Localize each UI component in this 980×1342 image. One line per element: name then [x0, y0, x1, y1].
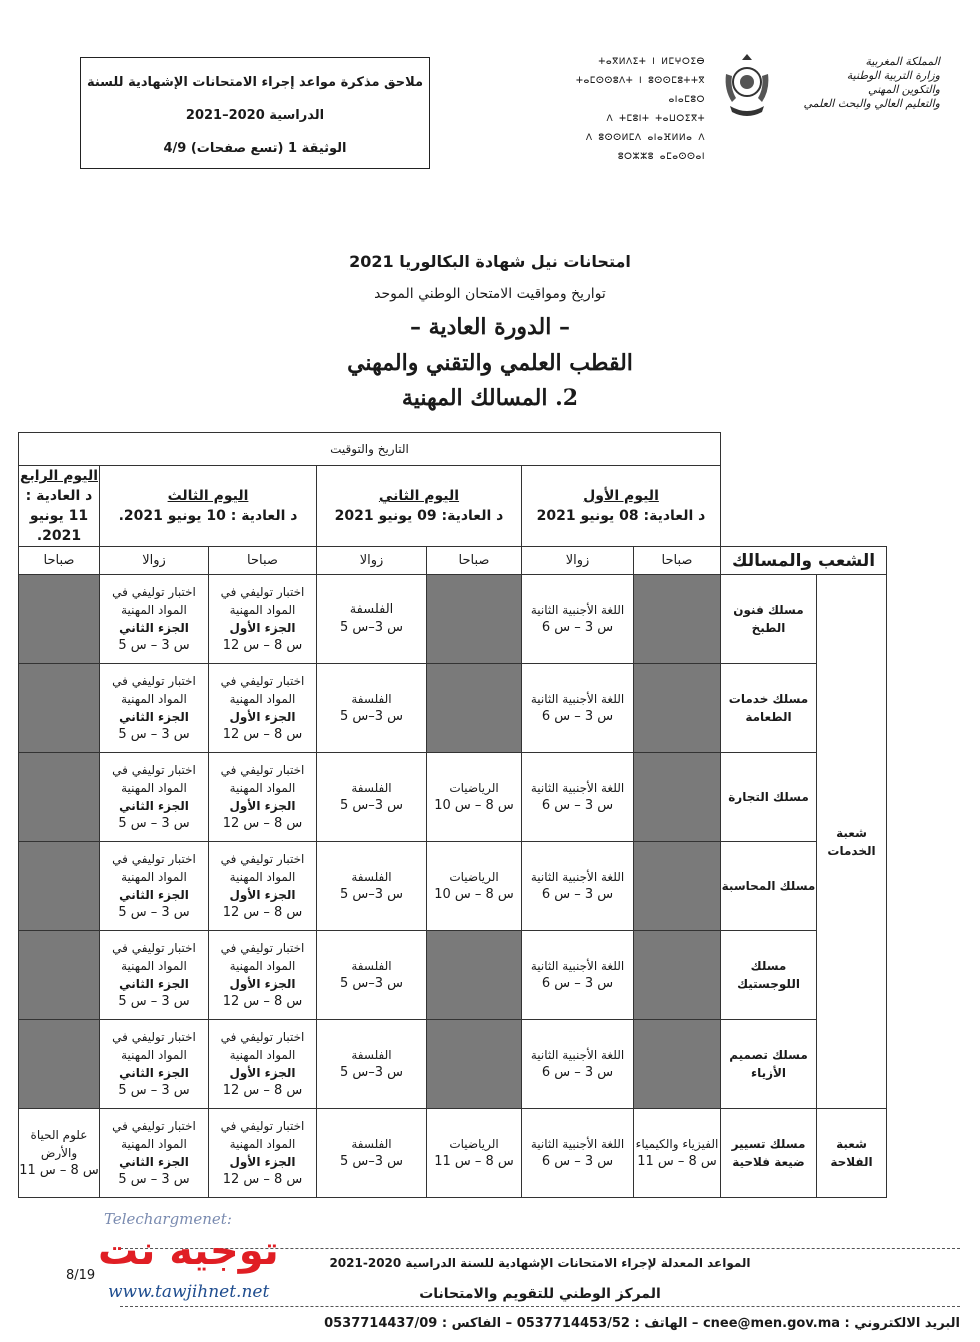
- day2-afternoon: [317, 1020, 427, 1109]
- pole-title: القطب العلمي والتقني والمهني: [347, 350, 633, 376]
- table-row: [19, 842, 887, 931]
- day2-afternoon: [317, 753, 427, 842]
- footer-center-name: المركز الوطني للتقويم والامتحانات: [419, 1286, 661, 1302]
- part: الجزء الأول: [229, 621, 296, 635]
- day3-afternoon: [100, 575, 209, 664]
- subject: اختبار توليفي في المواد المهنية: [112, 763, 196, 795]
- day2-morning: [427, 842, 522, 931]
- hours: س 8 – س 10: [434, 798, 514, 813]
- day3-afternoon: [100, 664, 209, 753]
- day3-morning: [209, 664, 317, 753]
- part: الجزء الأول: [229, 977, 296, 991]
- day3-morning: [209, 1109, 317, 1198]
- subject: الفلسفة: [351, 1048, 392, 1062]
- subject: اختبار توليفي في المواد المهنية: [220, 674, 305, 706]
- part: الجزء الأول: [229, 1155, 296, 1169]
- day2-morning-empty: [427, 664, 522, 753]
- table-row: [19, 1020, 887, 1109]
- table-row: [19, 664, 887, 753]
- ministry-tf-line: ⴷ ⵓⵙⵙⵍⵎⴷ ⴰⵏⴰⴼⵍⵍⴰ ⴷ ⵓⵔⵣⵣⵓ ⴰⵎⴰⵙⵙⴰⵏ: [585, 133, 705, 162]
- subject: الرياضيات: [449, 781, 499, 795]
- day1-afternoon: [522, 1109, 634, 1198]
- hours: س 3 – س 6: [541, 709, 614, 724]
- table-row: [19, 575, 887, 664]
- hours: س 3–س 5: [339, 709, 404, 724]
- day1-morning-empty: [634, 842, 721, 931]
- ministry-tifinagh: [555, 53, 705, 167]
- hours: س 3 – س 6: [541, 1065, 614, 1080]
- subject: الرياضيات: [449, 1137, 499, 1151]
- branch-services: شعبة الخدمات: [817, 575, 887, 1109]
- day1-afternoon: [522, 842, 634, 931]
- day-3-date: د العادية : 10 يونيو 2021.: [118, 508, 298, 524]
- session-title: – الدورة العادية –: [410, 314, 570, 340]
- hours: س 8 – س 11: [434, 1154, 514, 1169]
- day2-morning-empty: [427, 575, 522, 664]
- day2-morning: [427, 753, 522, 842]
- track-name: مسلك تسيير ضيعة فلاحية: [721, 1109, 817, 1198]
- hours: س 8 – س 12: [222, 816, 303, 831]
- annex-line-1: ملاحق مذكرة مواعد إجراء الامتحانات الإشهادية للسنة: [86, 75, 424, 90]
- exam-schedule-table: [18, 432, 887, 1198]
- session-morning: صباحا: [634, 547, 721, 575]
- hours: س 3 – س 6: [541, 798, 614, 813]
- subject: اختبار توليفي في المواد المهنية: [220, 941, 305, 973]
- table-row: [19, 1109, 887, 1198]
- subject: اختبار توليفي في المواد المهنية: [112, 585, 196, 617]
- ministry-ar-line: والتعليم العالي والبحث العلمي: [803, 97, 940, 110]
- subject: اختبار توليفي في المواد المهنية: [112, 941, 196, 973]
- track-name: مسلك التجارة: [721, 753, 817, 842]
- hours: س 3–س 5: [339, 887, 404, 902]
- day2-morning: [427, 1109, 522, 1198]
- day-3-header: [100, 466, 317, 547]
- day3-morning: [209, 753, 317, 842]
- day3-afternoon: [100, 753, 209, 842]
- section-title: 2. المسالك المهنية: [401, 385, 579, 411]
- part: الجزء الثاني: [119, 888, 189, 902]
- hours: س 8 – س 12: [222, 994, 303, 1009]
- subject: اختبار توليفي في المواد المهنية: [220, 1119, 305, 1151]
- subject: اختبار توليفي في المواد المهنية: [220, 1030, 305, 1062]
- ministry-tf-line: ⵜⴰⵎⵙⵙⵓⴷⵜ ⵏ ⵓⵙⵙⵎⵓⵜⵜⴳ ⴰⵏⴰⵎⵓⵔ: [576, 76, 705, 105]
- day1-afternoon: [522, 753, 634, 842]
- hours: س 3 – س 6: [541, 620, 614, 635]
- subject: اللغة الأجنبية الثانية: [530, 1137, 625, 1151]
- hours: س 3 – س 5: [118, 905, 190, 920]
- subject: الفلسفة: [351, 781, 392, 795]
- hours: س 8 – س 12: [222, 638, 303, 653]
- empty-header: [721, 466, 887, 547]
- subject: علوم الحياة والأرض: [30, 1128, 88, 1160]
- day1-morning-empty: [634, 664, 721, 753]
- day2-afternoon: [317, 842, 427, 931]
- hours: س 3–س 5: [339, 1065, 404, 1080]
- footer-note: المواعد المعدلة لإجراء الامتحانات الإشهادية للسنة الدراسية 2020-2021: [329, 1256, 751, 1270]
- track-name: مسلك اللوجستيك: [721, 931, 817, 1020]
- hours: س 3–س 5: [339, 1154, 404, 1169]
- empty-header: [721, 433, 887, 466]
- subject: اللغة الأجنبية الثانية: [530, 692, 625, 706]
- page-number: 8/19: [66, 1268, 96, 1283]
- subject: الفيزياء والكيمياء: [635, 1137, 719, 1151]
- hours: س 3 – س 5: [118, 638, 190, 653]
- branch-agri: شعبة الفلاحة: [817, 1109, 887, 1198]
- day-2-header: [317, 466, 522, 547]
- session-afternoon: زوالا: [522, 547, 634, 575]
- hours: س 8 – س 11: [19, 1163, 99, 1178]
- day3-morning: [209, 575, 317, 664]
- subject: الفلسفة: [351, 1137, 392, 1151]
- day-2-date: د العادية: 09 يونيو 2021: [334, 508, 504, 524]
- session-morning: صباحا: [209, 547, 317, 575]
- subject: اللغة الأجنبية الثانية: [530, 959, 625, 973]
- hours: س 8 – س 12: [222, 727, 303, 742]
- subject: اختبار توليفي في المواد المهنية: [220, 852, 305, 884]
- table-row: [19, 753, 887, 842]
- hours: س 8 – س 11: [637, 1154, 717, 1169]
- datetime-header: التاريخ والتوقيت: [19, 433, 721, 466]
- hours: س 3 – س 6: [541, 976, 614, 991]
- table-row: [19, 931, 887, 1020]
- day-3-name: اليوم الثالث: [167, 488, 249, 504]
- branches-header: الشعب والمسالك: [721, 547, 887, 575]
- day3-morning: [209, 931, 317, 1020]
- annex-line-3: الوثيقة 1 (تسع صفحات) 4/9: [163, 141, 347, 156]
- hours: س 8 – س 12: [222, 1083, 303, 1098]
- day1-morning-empty: [634, 1020, 721, 1109]
- day1-morning: [634, 1109, 721, 1198]
- coat-of-arms-icon: [722, 50, 772, 120]
- day-4-name: اليوم الرابع: [19, 468, 99, 484]
- hours: س 3 – س 5: [118, 1083, 190, 1098]
- watermark-logo: توجيه نت: [98, 1228, 279, 1274]
- ministry-ar-line: المملكة المغربية: [865, 55, 940, 68]
- hours: الفلسفة س 3–س 5: [339, 602, 404, 635]
- annex-box: [80, 57, 430, 169]
- day2-afternoon: [317, 575, 427, 664]
- day-1-name: اليوم الأول: [583, 488, 659, 504]
- track-name: مسلك المحاسبة: [721, 842, 817, 931]
- subject: اختبار توليفي في المواد المهنية: [112, 1119, 196, 1151]
- day1-afternoon: [522, 575, 634, 664]
- subject: اختبار توليفي في المواد المهنية: [220, 763, 305, 795]
- part: الجزء الأول: [229, 888, 296, 902]
- footer-contact: البريد الالكتروني : cnee@men.gov.ma – الهاتف : 0537714453/52 – الفاكس : 0537714437/09: [324, 1316, 960, 1331]
- part: الجزء الثاني: [119, 621, 189, 635]
- footer-divider: [120, 1306, 960, 1307]
- subject: اللغة الأجنبية الثانية: [530, 1048, 625, 1062]
- ministry-ar-line: وزارة التربية الوطنية: [846, 69, 940, 82]
- exam-subtitle: تواريخ ومواقيت الامتحان الوطني الموحد: [374, 286, 606, 302]
- track-name: مسلك خدمات الطعامة: [721, 664, 817, 753]
- exam-title: امتحانات نيل شهادة البكالوريا 2021: [349, 252, 631, 271]
- hours: س 8 – س 12: [222, 1172, 303, 1187]
- day2-afternoon: [317, 1109, 427, 1198]
- part: الجزء الثاني: [119, 1155, 189, 1169]
- subject: الرياضيات: [449, 870, 499, 884]
- session-morning: صباحا: [427, 547, 522, 575]
- day2-afternoon: [317, 664, 427, 753]
- day3-morning: [209, 842, 317, 931]
- day4-morning-empty: [19, 664, 100, 753]
- subject: اختبار توليفي في المواد المهنية: [112, 1030, 196, 1062]
- day3-afternoon: [100, 1020, 209, 1109]
- day3-morning: [209, 1020, 317, 1109]
- session-afternoon: زوالا: [100, 547, 209, 575]
- subject: اختبار توليفي في المواد المهنية: [112, 852, 196, 884]
- day4-morning: [19, 1109, 100, 1198]
- day2-afternoon: [317, 931, 427, 1020]
- subject: الفلسفة: [351, 692, 392, 706]
- day3-afternoon: [100, 1109, 209, 1198]
- hours: س 3 – س 5: [118, 727, 190, 742]
- track-name: مسلك فنون الطبخ: [721, 575, 817, 664]
- header-row-datetime: [19, 433, 887, 466]
- part: الجزء الثاني: [119, 799, 189, 813]
- track-name: مسلك تصميم الأزياء: [721, 1020, 817, 1109]
- day1-afternoon: [522, 931, 634, 1020]
- hours: س 3 – س 6: [541, 887, 614, 902]
- day-1-header: [522, 466, 721, 547]
- hours: س 3–س 5: [339, 976, 404, 991]
- subject: اللغة الأجنبية الثانية: [530, 603, 625, 617]
- day4-morning-empty: [19, 931, 100, 1020]
- subject: اختبار توليفي في المواد المهنية: [112, 674, 196, 706]
- subject: اللغة الأجنبية الثانية: [530, 781, 625, 795]
- day4-morning-empty: [19, 753, 100, 842]
- watermark-url: www.tawjihnet.net: [108, 1282, 270, 1302]
- watermark-label: Telechargmenet:: [104, 1210, 232, 1228]
- day1-afternoon: [522, 1020, 634, 1109]
- day1-morning-empty: [634, 753, 721, 842]
- session-afternoon: زوالا: [317, 547, 427, 575]
- hours: س 3 – س 5: [118, 994, 190, 1009]
- day1-morning-empty: [634, 931, 721, 1020]
- day1-morning-empty: [634, 575, 721, 664]
- hours: س 8 – س 10: [434, 887, 514, 902]
- day3-afternoon: [100, 842, 209, 931]
- day2-morning-empty: [427, 1020, 522, 1109]
- hours: س 3 – س 5: [118, 1172, 190, 1187]
- subject: اللغة الأجنبية الثانية: [530, 870, 625, 884]
- day1-afternoon: [522, 664, 634, 753]
- part: الجزء الثاني: [119, 1066, 189, 1080]
- ministry-tf-line: ⴷ ⵜⵎⵓⵏⵜ ⵜⴰⵡⵔⵉⴳⵜ: [606, 114, 705, 124]
- part: الجزء الثاني: [119, 710, 189, 724]
- subject: الفلسفة: [351, 870, 392, 884]
- hours: س 3–س 5: [339, 798, 404, 813]
- header-row-sessions: [19, 547, 887, 575]
- day-4-date: د العادية : 11 يونيو 2021.: [25, 488, 93, 544]
- day-1-date: د العادية: 08 يونيو 2021: [536, 508, 706, 524]
- day3-afternoon: [100, 931, 209, 1020]
- hours: س 3 – س 6: [541, 1154, 614, 1169]
- part: الجزء الأول: [229, 1066, 296, 1080]
- ministry-ar-line: والتكوين المهني: [867, 83, 940, 96]
- part: الجزء الثاني: [119, 977, 189, 991]
- day-4-header: [19, 466, 100, 547]
- day4-morning-empty: [19, 575, 100, 664]
- day4-morning-empty: [19, 842, 100, 931]
- hours: س 3 – س 5: [118, 816, 190, 831]
- ministry-tf-line: ⵜⴰⴳⵍⴷⵉⵜ ⵏ ⵍⵎⵖⵔⵉⴱ: [598, 57, 705, 67]
- part: الجزء الأول: [229, 799, 296, 813]
- session-morning: صباحا: [19, 547, 100, 575]
- day4-morning-empty: [19, 1020, 100, 1109]
- subject: اختبار توليفي في المواد المهنية: [220, 585, 305, 617]
- annex-line-2: الدراسية 2020–2021: [185, 108, 325, 123]
- day2-morning-empty: [427, 931, 522, 1020]
- day-2-name: اليوم الثاني: [378, 488, 460, 504]
- header-row-days: [19, 466, 887, 547]
- hours: س 8 – س 12: [222, 905, 303, 920]
- subject: الفلسفة: [351, 959, 392, 973]
- part: الجزء الأول: [229, 710, 296, 724]
